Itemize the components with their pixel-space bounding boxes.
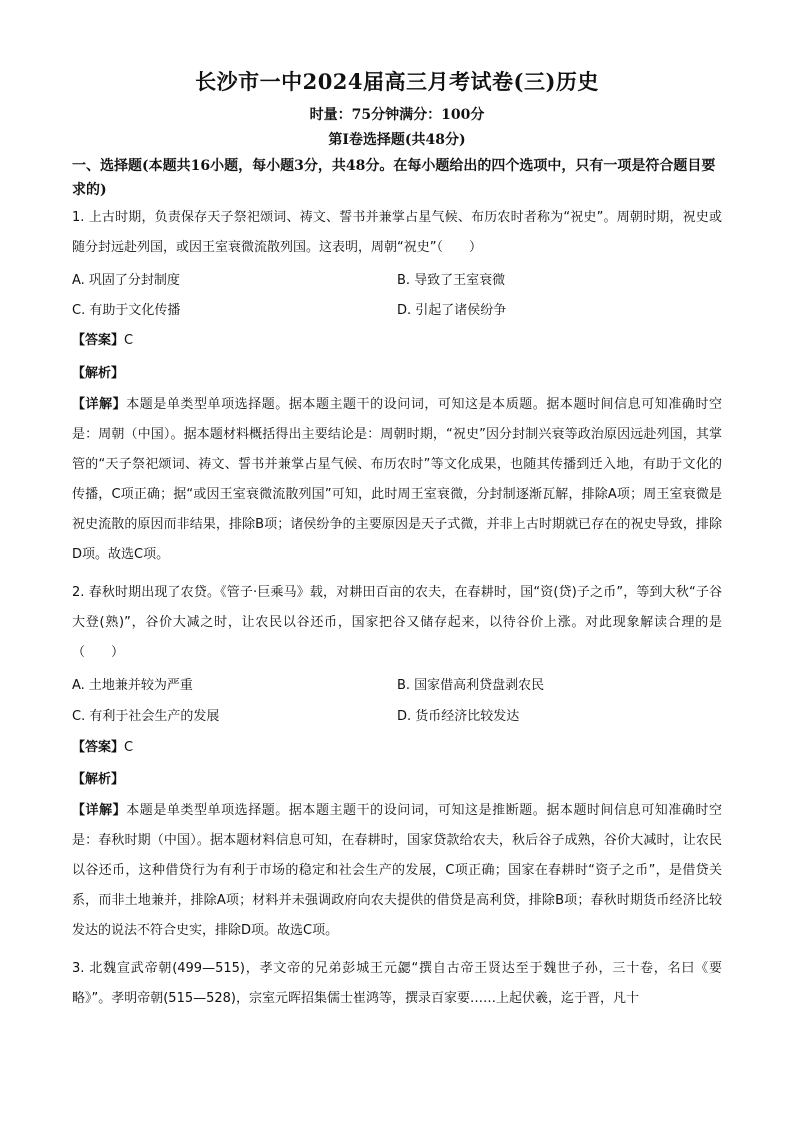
answer-label: 【答案】 <box>72 740 125 755</box>
q1-detail <box>72 390 722 570</box>
q1-option-b: B. 导致了王室衰微 <box>397 273 506 288</box>
q1-option-d: D. 引起了诸侯纷争 <box>397 303 507 318</box>
q2-option-c: C. 有利于社会生产的发展 <box>72 709 220 724</box>
q2-option-d: D. 货币经济比较发达 <box>397 709 520 724</box>
detail-text: 本题是单类型单项选择题。据本题主题干的设问词，可知这是本质题。据本题时间信息可知准确时空是：周朝（中国）。据本题材料概括得出主要结论是：周朝时期，“祝史”因分封制兴衰等政治原因远赴列国，其掌管的“天子祭祀颂词、祷文、誓书并兼掌占星气候、布历农时”等文化成果，也随其传播到迁入地，有助于文化的传播，C项正确；据“或因王室衰微流散列国”可知，此时周王室衰微，分封制逐渐瓦解，排除A项；周王室衰微是祝史流散的原因而非结果，排除B项；诸侯纷争的主要原因是天子式微，并非上古时期就已存在的祝史导致，排除D项。故选C项。 <box>72 397 722 562</box>
q2-detail <box>72 796 722 946</box>
answer-value: C <box>124 740 134 755</box>
question-3-stem: 3. 北魏宣武帝朝(499—515)，孝文帝的兄弟彭城王元勰“撰自古帝王贤达至于魏世子孙，三十卷，名曰《要略》”。孝明帝朝(515—528)，宗室元晖招集儒士崔鸿等，撰录百家要……上起伏羲，迄于晋，凡十 <box>72 961 722 1006</box>
q1-answer <box>72 331 133 351</box>
q2-answer <box>72 738 133 758</box>
part-heading: 第Ⅰ卷选择题(共48分) <box>328 132 466 148</box>
exam-meta: 时量：75分钟满分：100分 <box>309 107 485 123</box>
q2-option-a: A. 土地兼并较为严重 <box>72 678 193 693</box>
detail-label: 【详解】 <box>72 803 127 818</box>
question-1-stem: 1. 上古时期，负责保存天子祭祀颂词、祷文、誓书并兼掌占星气候、布历农时者称为“祝史”。周朝时期，祝史或随分封远赴列国，或因王室衰微流散列国。这表明，周朝“祝史”（ ） <box>72 210 722 255</box>
q2-option-b: B. 国家借高利贷盘剥农民 <box>397 678 545 693</box>
q1-option-a: A. 巩固了分封制度 <box>72 273 180 288</box>
answer-label: 【答案】 <box>72 333 125 348</box>
detail-text: 本题是单类型单项选择题。据本题主题干的设问词，可知这是推断题。据本题时间信息可知准确时空是：春秋时期（中国）。据本题材料信息可知，在春耕时，国家贷款给农夫，秋后谷子成熟，谷价大减时，让农民以谷还币，这种借贷行为有利于市场的稳定和社会生产的发展，C项正确；国家在春耕时“资子之币”，是借贷关系，而非土地兼并，排除A项；材料并未强调政府向农夫提供的借贷是高利贷，排除B项；春秋时期货币经济比较发达的说法不符合史实，排除D项。故选C项。 <box>72 803 722 938</box>
section-heading: 一、选择题(本题共16小题，每小题3分，共48分。在每小题给出的四个选项中，只有一项是符合题目要求的) <box>72 158 716 198</box>
page-title: 长沙市一中2024届高三月考试卷(三)历史 <box>195 69 599 94</box>
answer-value: C <box>124 333 134 348</box>
question-2-stem: 2. 春秋时期出现了农贷。《管子·巨乘马》载，对耕田百亩的农夫，在春耕时，国“资(贷)子之币”，等到大秋“子谷大登(熟)”，谷价大减之时，让农民以谷还币，国家把谷又储存起来，以待谷价上涨。对此现象解读合理的是（ ） <box>72 585 722 660</box>
q2-analysis-label: 【解析】 <box>72 772 125 787</box>
q1-analysis-label: 【解析】 <box>72 366 125 381</box>
q1-option-c: C. 有助于文化传播 <box>72 303 181 318</box>
detail-label: 【详解】 <box>72 397 127 412</box>
